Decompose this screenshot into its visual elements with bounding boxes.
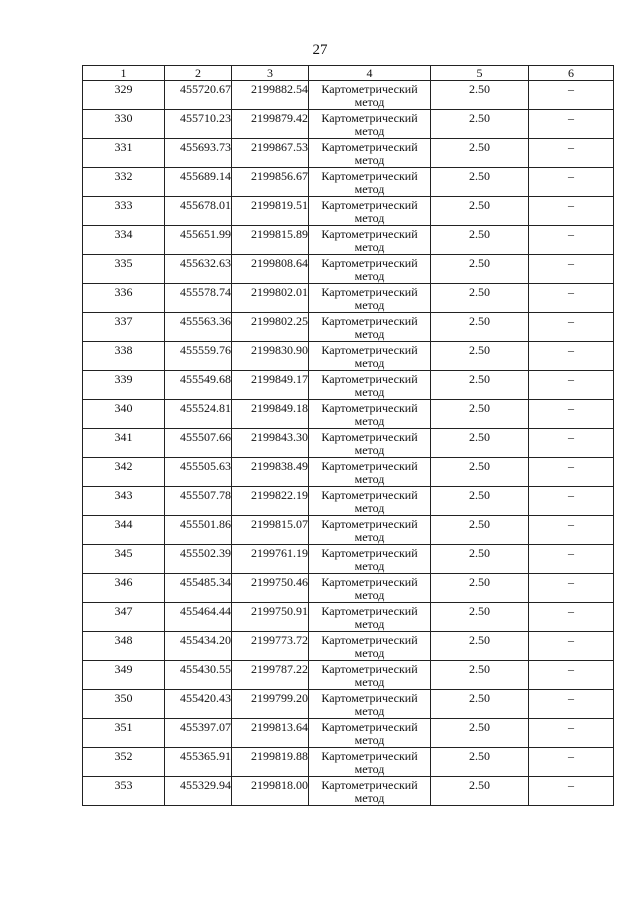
y-coordinate-cell: 2199813.64 [232, 719, 309, 748]
y-coordinate-cell: 2199882.54 [232, 81, 309, 110]
description-cell: – [529, 603, 614, 632]
method-line-1: Картометрический [321, 111, 418, 125]
table-row [83, 284, 614, 313]
table-row [83, 516, 614, 545]
description-cell: – [529, 110, 614, 139]
table-row [83, 458, 614, 487]
method-cell [309, 777, 431, 806]
column-header-6: 6 [529, 66, 614, 81]
method-line-2: метод [354, 153, 385, 167]
method-cell [309, 690, 431, 719]
column-header-3: 3 [232, 66, 309, 81]
x-coordinate-cell: 455365.91 [165, 748, 232, 777]
x-coordinate-cell: 455501.86 [165, 516, 232, 545]
accuracy-cell: 2.50 [431, 516, 529, 545]
point-number-cell: 340 [83, 400, 165, 429]
method-line-1: Картометрический [321, 256, 418, 270]
x-coordinate-cell: 455693.73 [165, 139, 232, 168]
accuracy-cell: 2.50 [431, 139, 529, 168]
method-line-1: Картометрический [321, 546, 418, 560]
method-cell [309, 516, 431, 545]
method-line-2: метод [354, 675, 385, 689]
accuracy-cell: 2.50 [431, 661, 529, 690]
y-coordinate-cell: 2199802.25 [232, 313, 309, 342]
description-cell: – [529, 313, 614, 342]
method-cell [309, 110, 431, 139]
y-coordinate-cell: 2199879.42 [232, 110, 309, 139]
method-line-1: Картометрический [321, 198, 418, 212]
method-cell [309, 574, 431, 603]
point-number-cell: 346 [83, 574, 165, 603]
method-cell [309, 284, 431, 313]
table-row [83, 777, 614, 806]
method-line-2: метод [354, 124, 385, 138]
method-line-2: метод [354, 791, 385, 805]
method-cell [309, 719, 431, 748]
accuracy-cell: 2.50 [431, 313, 529, 342]
method-cell [309, 313, 431, 342]
method-line-1: Картометрический [321, 633, 418, 647]
point-number-cell: 329 [83, 81, 165, 110]
table-row [83, 661, 614, 690]
description-cell: – [529, 342, 614, 371]
method-line-2: метод [354, 182, 385, 196]
description-cell: – [529, 284, 614, 313]
description-cell: – [529, 516, 614, 545]
accuracy-cell: 2.50 [431, 458, 529, 487]
header-row [83, 66, 614, 81]
coordinates-table [82, 65, 614, 806]
method-cell [309, 545, 431, 574]
method-line-1: Картометрический [321, 372, 418, 386]
point-number-cell: 338 [83, 342, 165, 371]
method-line-2: метод [354, 356, 385, 370]
y-coordinate-cell: 2199815.89 [232, 226, 309, 255]
description-cell: – [529, 429, 614, 458]
method-line-2: метод [354, 385, 385, 399]
accuracy-cell: 2.50 [431, 719, 529, 748]
y-coordinate-cell: 2199867.53 [232, 139, 309, 168]
x-coordinate-cell: 455710.23 [165, 110, 232, 139]
accuracy-cell: 2.50 [431, 574, 529, 603]
y-coordinate-cell: 2199802.01 [232, 284, 309, 313]
x-coordinate-cell: 455502.39 [165, 545, 232, 574]
point-number-cell: 343 [83, 487, 165, 516]
method-line-2: метод [354, 240, 385, 254]
description-cell: – [529, 748, 614, 777]
table-row [83, 690, 614, 719]
method-line-1: Картометрический [321, 488, 418, 502]
point-number-cell: 349 [83, 661, 165, 690]
table-row [83, 139, 614, 168]
accuracy-cell: 2.50 [431, 400, 529, 429]
y-coordinate-cell: 2199787.22 [232, 661, 309, 690]
y-coordinate-cell: 2199849.17 [232, 371, 309, 400]
y-coordinate-cell: 2199750.91 [232, 603, 309, 632]
accuracy-cell: 2.50 [431, 168, 529, 197]
x-coordinate-cell: 455420.43 [165, 690, 232, 719]
x-coordinate-cell: 455430.55 [165, 661, 232, 690]
point-number-cell: 335 [83, 255, 165, 284]
method-line-2: метод [354, 704, 385, 718]
x-coordinate-cell: 455434.20 [165, 632, 232, 661]
method-line-2: метод [354, 559, 385, 573]
description-cell: – [529, 574, 614, 603]
point-number-cell: 347 [83, 603, 165, 632]
y-coordinate-cell: 2199849.18 [232, 400, 309, 429]
point-number-cell: 333 [83, 197, 165, 226]
method-line-1: Картометрический [321, 343, 418, 357]
table-row [83, 110, 614, 139]
x-coordinate-cell: 455507.66 [165, 429, 232, 458]
x-coordinate-cell: 455505.63 [165, 458, 232, 487]
point-number-cell: 339 [83, 371, 165, 400]
accuracy-cell: 2.50 [431, 690, 529, 719]
method-line-2: метод [354, 443, 385, 457]
table-row [83, 81, 614, 110]
description-cell: – [529, 197, 614, 226]
y-coordinate-cell: 2199799.20 [232, 690, 309, 719]
x-coordinate-cell: 455578.74 [165, 284, 232, 313]
description-cell: – [529, 139, 614, 168]
method-cell [309, 748, 431, 777]
table-row [83, 168, 614, 197]
accuracy-cell: 2.50 [431, 226, 529, 255]
description-cell: – [529, 545, 614, 574]
y-coordinate-cell: 2199815.07 [232, 516, 309, 545]
table-body [83, 81, 614, 806]
description-cell: – [529, 226, 614, 255]
method-line-2: метод [354, 646, 385, 660]
x-coordinate-cell: 455678.01 [165, 197, 232, 226]
method-line-1: Картометрический [321, 82, 418, 96]
description-cell: – [529, 632, 614, 661]
accuracy-cell: 2.50 [431, 632, 529, 661]
x-coordinate-cell: 455524.81 [165, 400, 232, 429]
column-header-2: 2 [165, 66, 232, 81]
method-line-2: метод [354, 414, 385, 428]
column-header-1: 1 [83, 66, 165, 81]
x-coordinate-cell: 455464.44 [165, 603, 232, 632]
table-row [83, 545, 614, 574]
y-coordinate-cell: 2199819.51 [232, 197, 309, 226]
method-line-2: метод [354, 588, 385, 602]
method-cell [309, 139, 431, 168]
accuracy-cell: 2.50 [431, 284, 529, 313]
method-line-2: метод [354, 211, 385, 225]
table-row [83, 197, 614, 226]
column-header-4: 4 [309, 66, 431, 81]
method-line-1: Картометрический [321, 720, 418, 734]
accuracy-cell: 2.50 [431, 197, 529, 226]
table-row [83, 429, 614, 458]
accuracy-cell: 2.50 [431, 545, 529, 574]
method-line-1: Картометрический [321, 662, 418, 676]
accuracy-cell: 2.50 [431, 429, 529, 458]
method-cell [309, 342, 431, 371]
description-cell: – [529, 168, 614, 197]
y-coordinate-cell: 2199773.72 [232, 632, 309, 661]
table-row [83, 632, 614, 661]
table-row [83, 342, 614, 371]
point-number-cell: 334 [83, 226, 165, 255]
description-cell: – [529, 487, 614, 516]
accuracy-cell: 2.50 [431, 81, 529, 110]
description-cell: – [529, 458, 614, 487]
method-line-1: Картометрический [321, 459, 418, 473]
accuracy-cell: 2.50 [431, 748, 529, 777]
method-line-2: метод [354, 501, 385, 515]
method-cell [309, 226, 431, 255]
y-coordinate-cell: 2199818.00 [232, 777, 309, 806]
x-coordinate-cell: 455689.14 [165, 168, 232, 197]
y-coordinate-cell: 2199808.64 [232, 255, 309, 284]
description-cell: – [529, 371, 614, 400]
point-number-cell: 344 [83, 516, 165, 545]
point-number-cell: 331 [83, 139, 165, 168]
method-line-1: Картометрический [321, 285, 418, 299]
method-line-2: метод [354, 617, 385, 631]
description-cell: – [529, 690, 614, 719]
method-cell [309, 197, 431, 226]
method-line-2: метод [354, 530, 385, 544]
y-coordinate-cell: 2199822.19 [232, 487, 309, 516]
method-line-1: Картометрический [321, 140, 418, 154]
method-line-2: метод [354, 733, 385, 747]
method-line-2: метод [354, 298, 385, 312]
method-line-1: Картометрический [321, 691, 418, 705]
x-coordinate-cell: 455559.76 [165, 342, 232, 371]
method-line-2: метод [354, 327, 385, 341]
description-cell: – [529, 400, 614, 429]
point-number-cell: 332 [83, 168, 165, 197]
description-cell: – [529, 255, 614, 284]
y-coordinate-cell: 2199761.19 [232, 545, 309, 574]
x-coordinate-cell: 455720.67 [165, 81, 232, 110]
method-cell [309, 487, 431, 516]
point-number-cell: 341 [83, 429, 165, 458]
table-row [83, 574, 614, 603]
x-coordinate-cell: 455632.63 [165, 255, 232, 284]
method-line-1: Картометрический [321, 778, 418, 792]
x-coordinate-cell: 455485.34 [165, 574, 232, 603]
method-line-2: метод [354, 472, 385, 486]
point-number-cell: 350 [83, 690, 165, 719]
point-number-cell: 352 [83, 748, 165, 777]
description-cell: – [529, 661, 614, 690]
method-cell [309, 371, 431, 400]
y-coordinate-cell: 2199750.46 [232, 574, 309, 603]
accuracy-cell: 2.50 [431, 342, 529, 371]
table-row [83, 748, 614, 777]
method-cell [309, 81, 431, 110]
method-line-2: метод [354, 95, 385, 109]
y-coordinate-cell: 2199843.30 [232, 429, 309, 458]
table-row [83, 255, 614, 284]
method-cell [309, 168, 431, 197]
accuracy-cell: 2.50 [431, 603, 529, 632]
description-cell: – [529, 777, 614, 806]
table-row [83, 719, 614, 748]
accuracy-cell: 2.50 [431, 110, 529, 139]
method-line-1: Картометрический [321, 314, 418, 328]
table-row [83, 400, 614, 429]
x-coordinate-cell: 455651.99 [165, 226, 232, 255]
x-coordinate-cell: 455397.07 [165, 719, 232, 748]
method-cell [309, 255, 431, 284]
y-coordinate-cell: 2199819.88 [232, 748, 309, 777]
description-cell: – [529, 719, 614, 748]
point-number-cell: 342 [83, 458, 165, 487]
point-number-cell: 336 [83, 284, 165, 313]
method-cell [309, 661, 431, 690]
method-line-1: Картометрический [321, 575, 418, 589]
x-coordinate-cell: 455549.68 [165, 371, 232, 400]
table-row [83, 371, 614, 400]
y-coordinate-cell: 2199830.90 [232, 342, 309, 371]
x-coordinate-cell: 455329.94 [165, 777, 232, 806]
page-number: 27 [312, 42, 328, 58]
point-number-cell: 330 [83, 110, 165, 139]
method-line-1: Картометрический [321, 517, 418, 531]
table-row [83, 603, 614, 632]
method-line-2: метод [354, 269, 385, 283]
method-cell [309, 632, 431, 661]
method-line-1: Картометрический [321, 430, 418, 444]
method-cell [309, 458, 431, 487]
table-row [83, 487, 614, 516]
point-number-cell: 348 [83, 632, 165, 661]
point-number-cell: 353 [83, 777, 165, 806]
y-coordinate-cell: 2199838.49 [232, 458, 309, 487]
column-header-5: 5 [431, 66, 529, 81]
method-cell [309, 429, 431, 458]
method-line-1: Картометрический [321, 169, 418, 183]
y-coordinate-cell: 2199856.67 [232, 168, 309, 197]
accuracy-cell: 2.50 [431, 371, 529, 400]
method-line-1: Картометрический [321, 604, 418, 618]
method-line-2: метод [354, 762, 385, 776]
accuracy-cell: 2.50 [431, 487, 529, 516]
method-cell [309, 603, 431, 632]
method-line-1: Картометрический [321, 749, 418, 763]
method-line-1: Картометрический [321, 401, 418, 415]
table-row [83, 226, 614, 255]
description-cell: – [529, 81, 614, 110]
method-cell [309, 400, 431, 429]
method-line-1: Картометрический [321, 227, 418, 241]
x-coordinate-cell: 455563.36 [165, 313, 232, 342]
table-row [83, 313, 614, 342]
point-number-cell: 351 [83, 719, 165, 748]
point-number-cell: 345 [83, 545, 165, 574]
accuracy-cell: 2.50 [431, 777, 529, 806]
point-number-cell: 337 [83, 313, 165, 342]
accuracy-cell: 2.50 [431, 255, 529, 284]
x-coordinate-cell: 455507.78 [165, 487, 232, 516]
